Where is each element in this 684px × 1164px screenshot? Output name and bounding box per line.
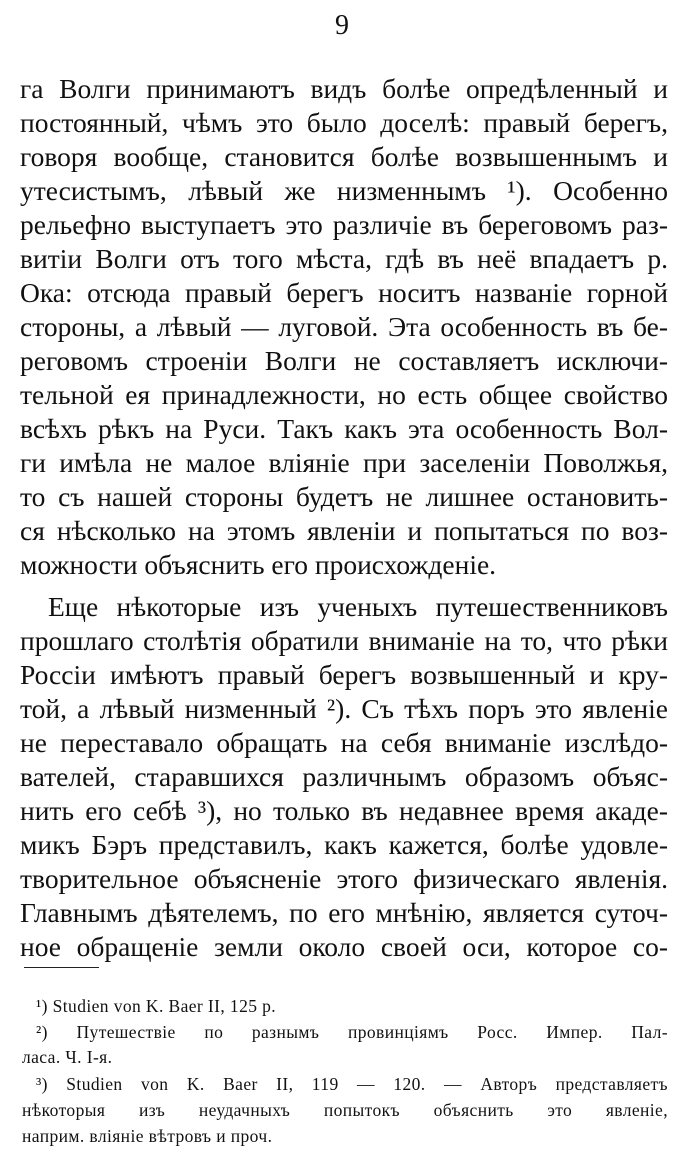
body-line: утесистымъ, лѣвый же низменнымъ ¹). Особенно [20, 175, 668, 206]
body-line: постоянный, чѣмъ это было доселѣ: правый берегъ, [20, 107, 668, 138]
footnote-line: нѣкоторыя изъ неудачныхъ попытокъ объяснить это явленіе, [22, 1100, 668, 1120]
body-line: микъ Бэръ представилъ, какъ кажется, болѣе удовле- [20, 829, 668, 860]
body-line: ги имѣла не малое вліяніе при заселеніи Поволжья, [20, 447, 668, 478]
body-line: реговомъ строеніи Волги не составляетъ исключи- [20, 345, 668, 376]
body-line: Еще нѣкоторые изъ ученыхъ путешественниковъ [48, 591, 668, 622]
body-line: всѣхъ рѣкъ на Руси. Такъ какъ эта особенность Вол- [20, 413, 668, 444]
footnote-divider [24, 967, 99, 968]
body-line: витіи Волги отъ того мѣста, гдѣ въ неё впадаетъ р. [20, 243, 668, 274]
body-line: Ока: отсюда правый берегъ носитъ названіе горной [20, 277, 668, 308]
body-line: вателей, старавшихся различнымъ образомъ объяс- [20, 761, 668, 792]
body-line: га Волги принимаютъ видъ болѣе опредѣленный и [20, 73, 668, 104]
body-line: той, а лѣвый низменный ²). Съ тѣхъ поръ это явленіе [20, 693, 668, 724]
body-line: Россіи имѣютъ правый берегъ возвышенный и кру- [20, 659, 668, 690]
body-line: тельной ея принадлежности, но есть общее свойство [20, 379, 668, 410]
footnote-line: ³) Studien von K. Baer II, 119 — 120. — Авторъ представляетъ [36, 1074, 668, 1094]
page-number: 9 [335, 10, 349, 41]
body-line: ное обращеніе земли около своей оси, которое со- [20, 931, 668, 962]
footnote-line: ²) Путешествіе по разнымъ провинціямъ Росс. Импер. Пал- [36, 1022, 668, 1042]
body-line: то съ нашей стороны будетъ не лишнее остановить- [20, 481, 668, 512]
body-line: можности объяснить его происхожденіе. [20, 549, 497, 580]
body-line: прошлаго столѣтія обратили вниманіе на то, что рѣки [20, 625, 668, 656]
footnote-line: наприм. вліяніе вѣтровъ и проч. [22, 1126, 273, 1146]
footnote-line: ¹) Studien von K. Baer II, 125 p. [36, 996, 277, 1016]
body-line: рельефно выступаетъ это различіе въ береговомъ раз- [20, 209, 668, 240]
body-line: стороны, а лѣвый — луговой. Эта особенность въ бе- [20, 311, 668, 342]
footnote-line: ласа. Ч. I-я. [22, 1047, 113, 1067]
body-line: Главнымъ дѣятелемъ, по его мнѣнію, является суточ- [20, 897, 668, 928]
body-line: творительное объясненіе этого физическаго явленія. [20, 863, 668, 894]
body-line: говоря вообще, становится болѣе возвышеннымъ и [20, 141, 668, 172]
body-line: нить его себѣ ³), но только въ недавнее время акаде- [20, 795, 668, 826]
body-line: ся нѣсколько на этомъ явленіи и попытаться по воз- [20, 515, 668, 546]
body-line: не переставало обращать на себя вниманіе изслѣдо- [20, 727, 668, 758]
